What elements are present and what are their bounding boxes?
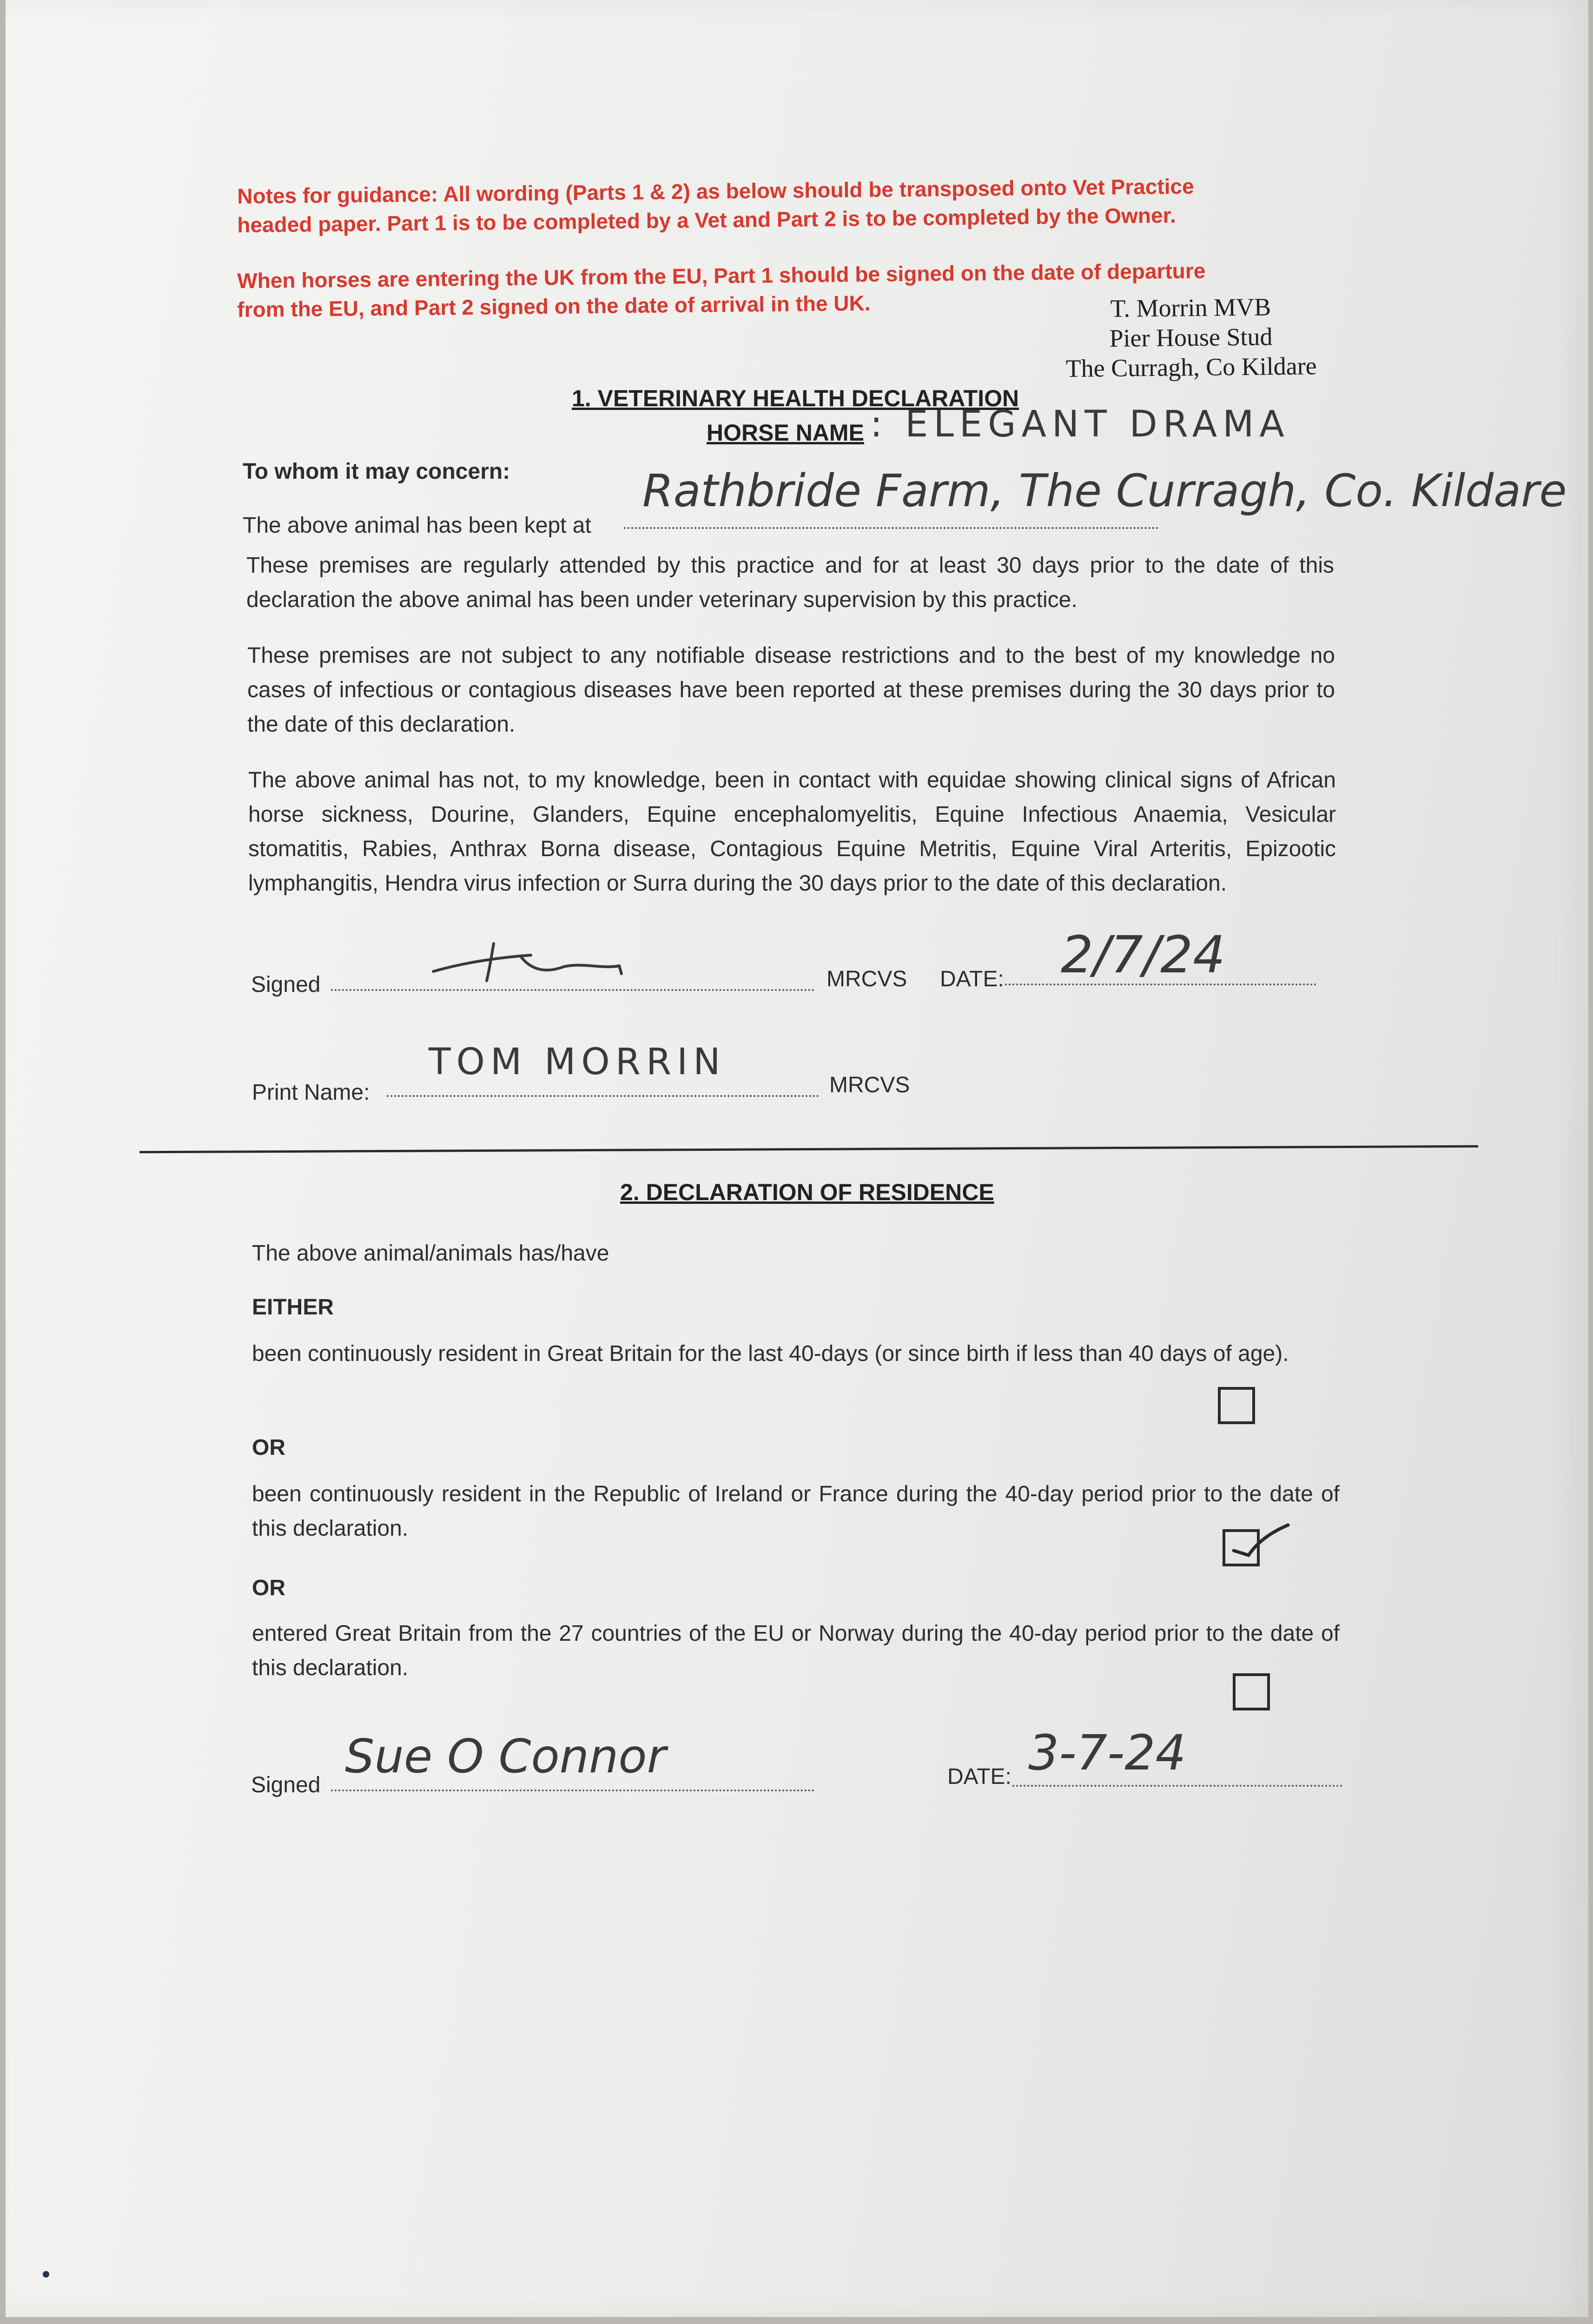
owner-date-value: 3-7-24 xyxy=(1028,1724,1186,1781)
option3-checkbox[interactable] xyxy=(1233,1673,1270,1710)
owner-date-label: DATE: xyxy=(947,1764,1011,1789)
document-page xyxy=(6,0,1588,2317)
print-mrcvs-label: MRCVS xyxy=(829,1073,910,1097)
vet-signature-line xyxy=(331,984,814,991)
vet-mrcvs-label: MRCVS xyxy=(826,967,907,991)
section-divider xyxy=(139,1145,1478,1154)
part1-paragraph-2: These premises are not subject to any notifiable disease restrictions and to the best of my knowledge no cases of infectious or contagious diseases have been reported at these premises during the 30 days prior to the date of this declaration. xyxy=(247,643,1335,737)
horse-name-value: : ELEGANT DRAMA xyxy=(870,403,1290,445)
print-name-label: Print Name: xyxy=(252,1080,370,1105)
guidance-notes-line3: When horses are entering the UK from the EU, Part 1 should be signed on the date of departure xyxy=(237,258,1206,293)
option2-text: been continuously resident in the Republic of Ireland or France during the 40-day period prior to the date of this declaration. xyxy=(252,1482,1340,1541)
part1-heading: 1. VETERINARY HEALTH DECLARATION xyxy=(572,385,1019,411)
print-name-line xyxy=(387,1090,819,1097)
vet-signature xyxy=(424,934,638,985)
practice-address-line3: The Curragh, Co Kildare xyxy=(1065,352,1317,383)
or-label-1: OR xyxy=(252,1435,285,1460)
owner-signature: Sue O Connor xyxy=(345,1729,666,1783)
vet-date-label: DATE: xyxy=(940,967,1004,991)
kept-at-label: The above animal has been kept at xyxy=(243,513,591,538)
practice-address-line1: T. Morrin MVB xyxy=(1110,293,1271,323)
kept-at-line xyxy=(624,522,1158,529)
owner-date-line xyxy=(1012,1780,1342,1787)
part2-intro: The above animal/animals has/have xyxy=(252,1241,609,1266)
print-name-value: TOM MORRIN xyxy=(429,1041,726,1083)
salutation: To whom it may concern: xyxy=(243,459,510,484)
part2-heading: 2. DECLARATION OF RESIDENCE xyxy=(620,1179,994,1205)
either-label: EITHER xyxy=(252,1295,334,1320)
kept-at-value: Rathbride Farm, The Curragh, Co. Kildare xyxy=(642,465,1567,517)
option1-checkbox[interactable] xyxy=(1218,1387,1255,1424)
owner-signed-label: Signed xyxy=(251,1773,321,1797)
part1-paragraph-1: These premises are regularly attended by this practice and for at least 30 days prior to the date of this declaration the above animal has been under veterinary supervision by this practice. xyxy=(246,553,1334,612)
practice-address-line2: Pier House Stud xyxy=(1109,323,1273,352)
horse-name-label: HORSE NAME xyxy=(707,420,864,446)
guidance-notes-line2: headed paper. Part 1 is to be completed by a Vet and Part 2 is to be completed by the Owner. xyxy=(237,203,1176,237)
guidance-notes-line4: from the EU, and Part 2 signed on the date of arrival in the UK. xyxy=(237,290,871,322)
or-label-2: OR xyxy=(252,1576,285,1600)
practice-address xyxy=(1051,291,1331,383)
option3-text: entered Great Britain from the 27 countries of the EU or Norway during the 40-day period prior to the date of this declaration. xyxy=(252,1621,1340,1680)
guidance-notes-line1: Notes for guidance: All wording (Parts 1 & 2) as below should be transposed onto Vet Practice xyxy=(237,174,1194,208)
option2-checkbox[interactable] xyxy=(1223,1529,1260,1566)
owner-signature-line xyxy=(331,1785,814,1791)
vet-date-value: 2/7/24 xyxy=(1061,925,1226,984)
part1-paragraph-3: The above animal has not, to my knowledge, been in contact with equidae showing clinical signs of African horse sickness, Dourine, Glanders, Equine encephalomyelitis, Equine Infectious Anaemia, Vesicular stomatitis, Rabies, Anthrax Borna disease, Contagious Equine Metritis, Equine Viral Arteritis, Epizootic lymphangitis, Hendra virus infection or Surra during the 30 days prior to the date of this declaration. xyxy=(248,768,1336,896)
checkmark-icon xyxy=(1230,1518,1290,1569)
ink-dot xyxy=(43,2271,49,2278)
vet-signed-label: Signed xyxy=(251,972,321,997)
option1-text: been continuously resident in Great Britain for the last 40-days (or since birth if less than 40 days of age). xyxy=(252,1341,1289,1366)
